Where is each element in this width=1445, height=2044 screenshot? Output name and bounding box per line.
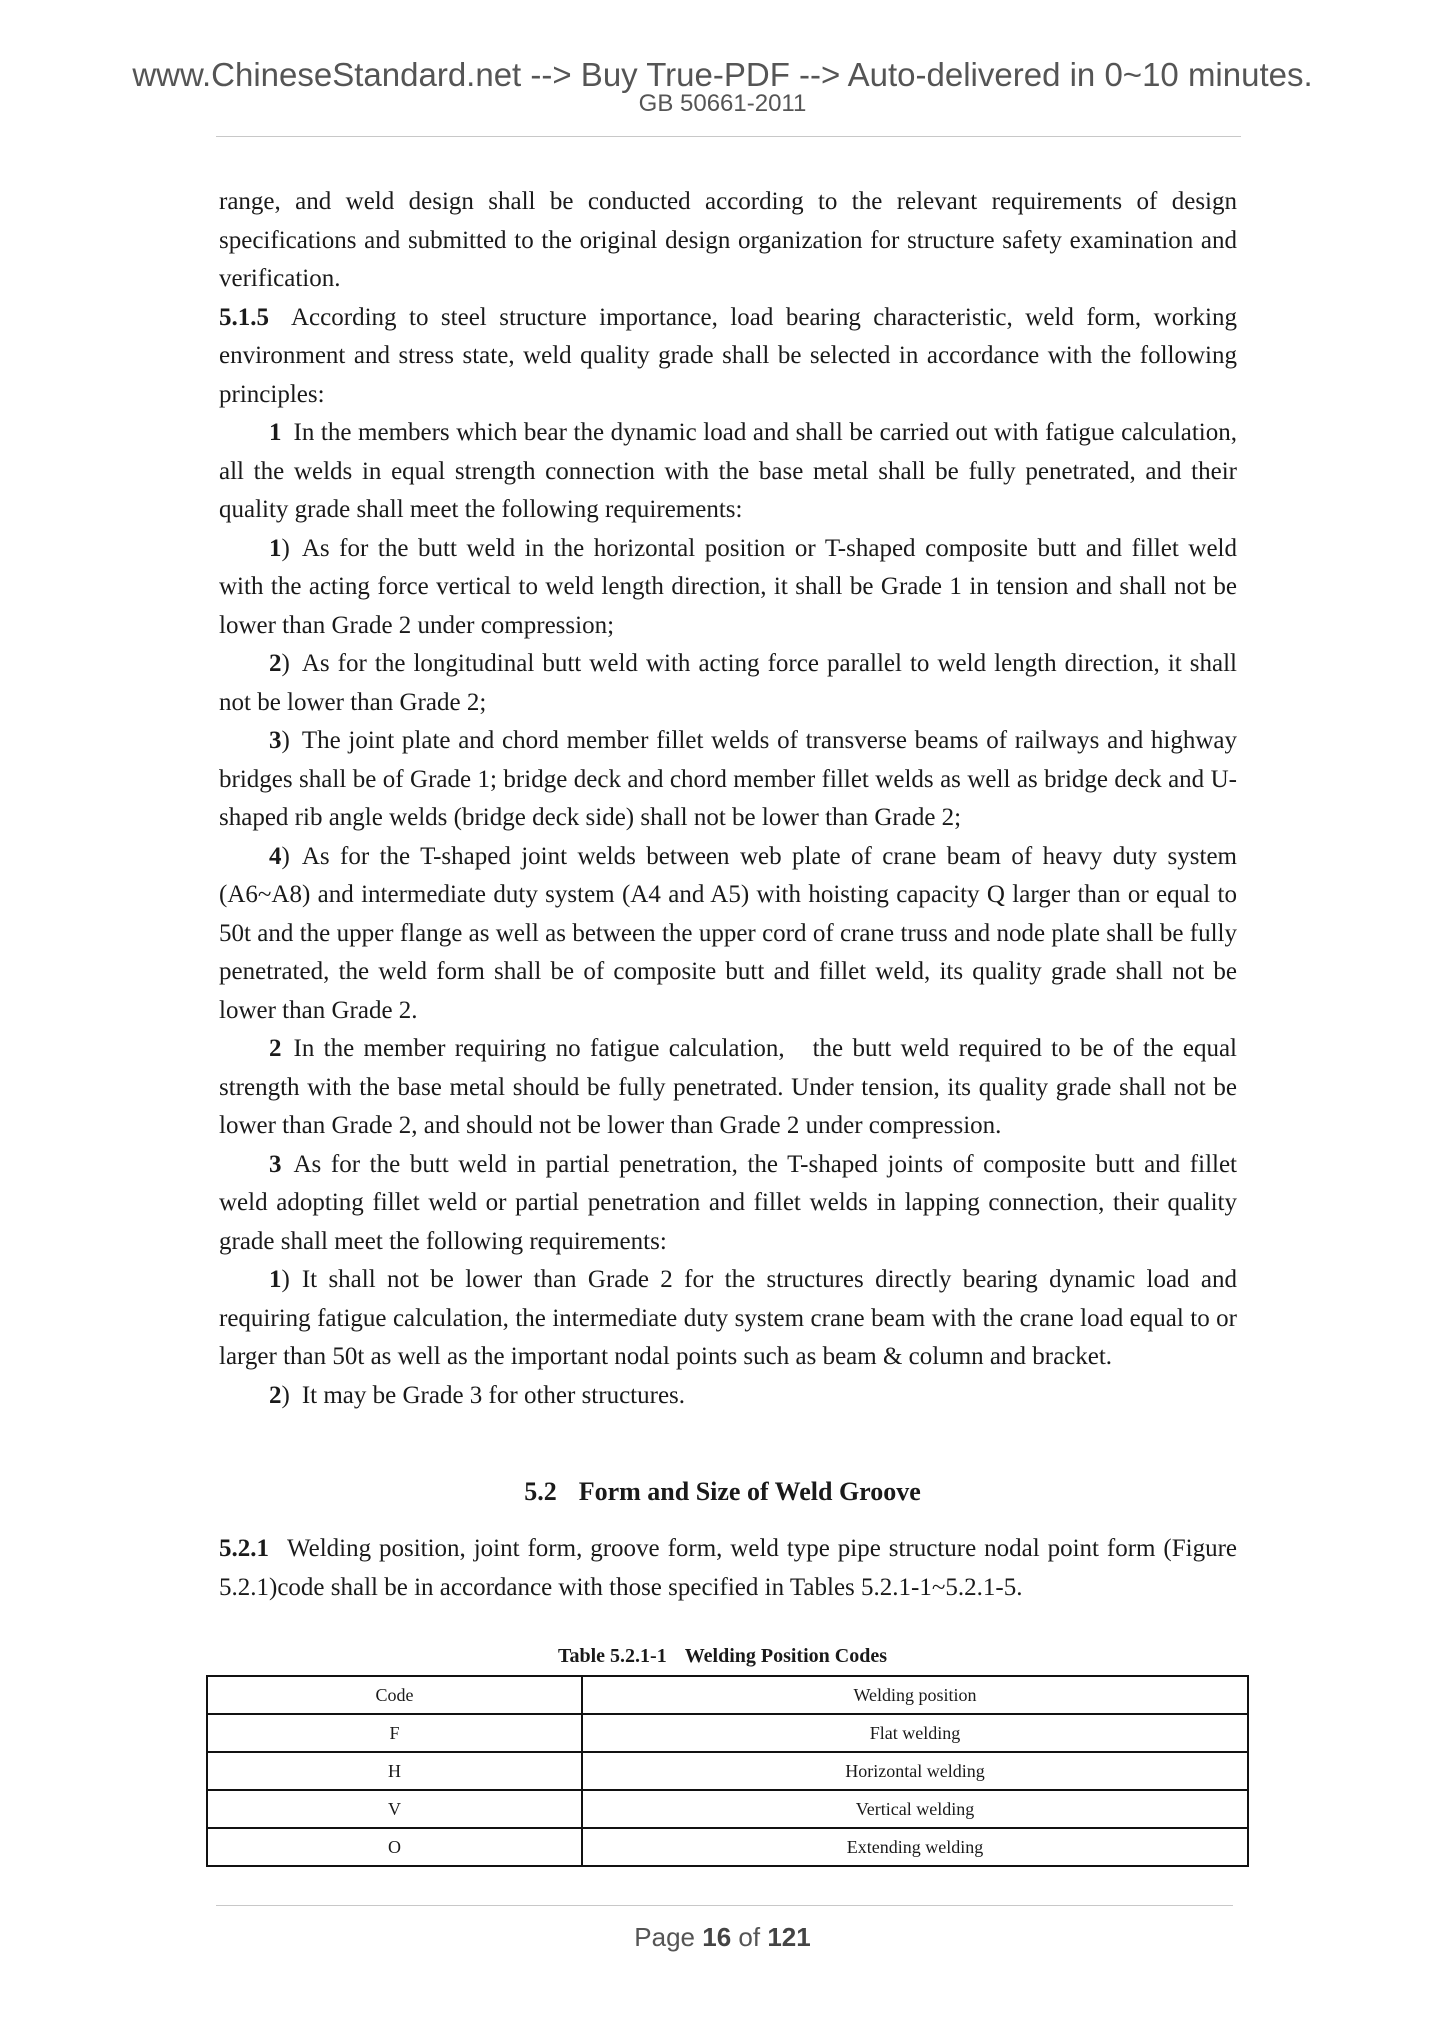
header-banner: www.ChineseStandard.net --> Buy True-PDF --> Auto-delivered in 0~10 minutes.	[132, 56, 1313, 93]
section-title: Form and Size of Weld Groove	[578, 1477, 921, 1506]
subitem-text: It may be Grade 3 for other structures.	[301, 1381, 686, 1409]
clause-number: 5.2.1	[219, 1535, 269, 1562]
section-heading	[0, 1473, 1445, 1511]
subitem-1-4: 4) As for the T-shaped joint welds between web plate of crane beam of heavy duty system (A6~A8) and intermediate duty system (A4 and A5) with hoisting capacity Q larger than or equal to 50t and the upper flange as well as between the upper cord of crane truss and node plate shall be fully penetrated, the weld form shall be of composite butt and fillet weld, its quality grade shall not be lower than Grade 2.	[219, 842, 1237, 1024]
paragraph-continuation: range, and weld design shall be conducted according to the relevant requirements of design specifications and submitted to the original design organization for structure safety examination and verification.	[219, 188, 1237, 292]
clause-text: According to steel structure importance, load bearing characteristic, weld form, working environment and stress state, weld quality grade shall be selected in accordance with the following principles:	[219, 303, 1237, 408]
table-cell-code: O	[207, 1828, 582, 1866]
subitem-number: 4	[269, 842, 282, 870]
clause-5-1-5	[219, 299, 1237, 415]
welding-position-codes-table	[206, 1675, 1249, 1867]
subitem-text: As for the butt weld in the horizontal position or T-shaped composite butt and fillet weld with the acting force vertical to weld length direction, it shall be Grade 1 in tension and shall not be lower than Grade 2 under compression;	[219, 534, 1237, 639]
body-text	[219, 183, 1244, 1415]
table-header-cell: Welding position	[582, 1676, 1248, 1714]
table-cell-position: Flat welding	[582, 1714, 1248, 1752]
page-total: 121	[767, 1922, 811, 1952]
section-number: 5.2	[524, 1477, 557, 1506]
subitem-number: 3	[269, 727, 282, 754]
subitem-3-1: 1) It shall not be lower than Grade 2 for the structures directly bearing dynamic load and requiring fatigue calculation, the intermediate duty system crane beam with the crane load equal to or larger than 50t as well as the important nodal points such as beam & column and bracket.	[219, 1266, 1237, 1370]
item-2	[219, 1030, 1244, 1146]
table-cell-code: V	[207, 1790, 582, 1828]
clause-text: Welding position, joint form, groove form, weld type pipe structure nodal point form (Figure 5.2.1)code shall be in accordance with those specified in Tables 5.2.1-1~5.2.1-5.	[219, 1535, 1237, 1601]
table-row	[207, 1752, 1248, 1790]
table-cell-position: Vertical welding	[582, 1790, 1248, 1828]
item-3	[219, 1146, 1237, 1262]
table-header-row	[207, 1676, 1248, 1714]
subitem-text: The joint plate and chord member fillet welds of transverse beams of railways and highway bridges shall be of Grade 1; bridge deck and chord member fillet welds as well as bridge deck and U-shaped rib angle welds (bridge deck side) shall not be lower than Grade 2;	[219, 727, 1237, 831]
table-cell-code: H	[207, 1752, 582, 1790]
clause-5-2-1	[219, 1530, 1237, 1607]
item-number: 3	[269, 1150, 282, 1178]
page-of: of	[738, 1922, 761, 1952]
subitem-1-1: 1) As for the butt weld in the horizontal position or T-shaped composite butt and fillet weld with the acting force vertical to weld length direction, it shall be Grade 1 in tension and shall not be lower than Grade 2 under compression;	[219, 534, 1237, 639]
body-text-section-5-2	[219, 1530, 1237, 1607]
subitem-number: 2	[269, 1381, 282, 1409]
table-row	[207, 1828, 1248, 1866]
table-caption	[0, 1642, 1445, 1670]
table-row	[207, 1714, 1248, 1752]
page-prefix: Page	[634, 1922, 696, 1952]
footer-divider	[216, 1905, 1233, 1906]
item-number: 1	[269, 419, 282, 446]
page-footer	[0, 1924, 1445, 1950]
item-text: As for the butt weld in partial penetration, the T-shaped joints of composite butt and fillet weld adopting fillet weld or partial penetration and fillet welds in lapping connection, their quality grade shall meet the following requirements:	[219, 1150, 1237, 1255]
header-divider	[216, 136, 1241, 137]
table-cell-position: Horizontal welding	[582, 1752, 1248, 1790]
subitem-number: 1	[269, 1266, 282, 1293]
subitem-text: As for the longitudinal butt weld with acting force parallel to weld length direction, it shall not be lower than Grade 2;	[219, 650, 1237, 716]
table-title: Welding Position Codes	[684, 1645, 887, 1667]
standard-code: GB 50661-2011	[638, 90, 807, 117]
item-text: In the members which bear the dynamic load and shall be carried out with fatigue calculation, all the welds in equal strength connection with the base metal shall be fully penetrated, and their quality grade shall meet the following requirements:	[219, 419, 1237, 523]
table-header-cell: Code	[207, 1676, 582, 1714]
subitem-number: 1	[269, 534, 282, 562]
subitem-number: 2	[269, 650, 282, 677]
subitem-1-2: 2) As for the longitudinal butt weld with acting force parallel to weld length direction, it shall not be lower than Grade 2;	[219, 650, 1237, 716]
subitem-text: It shall not be lower than Grade 2 for the structures directly bearing dynamic load and requiring fatigue calculation, the intermediate duty system crane beam with the crane load equal to or larger than 50t as well as the important nodal points such as beam & column and bracket.	[219, 1266, 1237, 1370]
item-number: 2	[269, 1035, 282, 1062]
subitem-text: As for the T-shaped joint welds between web plate of crane beam of heavy duty system (A6~A8) and intermediate duty system (A4 and A5) with hoisting capacity Q larger than or equal to 50t and the upper flange as well as between the upper cord of crane truss and node plate shall be fully penetrated, the weld form shall be of composite butt and fillet weld, its quality grade shall not be lower than Grade 2.	[219, 842, 1237, 1024]
table-cell-position: Extending welding	[582, 1828, 1248, 1866]
subitem-1-3: 3) The joint plate and chord member fillet welds of transverse beams of railways and highway bridges shall be of Grade 1; bridge deck and chord member fillet welds as well as bridge deck and U-shaped rib angle welds (bridge deck side) shall not be lower than Grade 2;	[219, 727, 1237, 831]
clause-number: 5.1.5	[219, 303, 269, 331]
table-cell-code: F	[207, 1714, 582, 1752]
item-1	[219, 414, 1237, 530]
subitem-3-2: 2) It may be Grade 3 for other structures.	[269, 1381, 686, 1409]
table-number: Table 5.2.1-1	[558, 1645, 667, 1667]
item-text: In the member requiring no fatigue calculation, the butt weld required to be of the equal strength with the base metal should be fully penetrated. Under tension, its quality grade shall not be lower than Grade 2, and should not be lower than Grade 2 under compression.	[219, 1035, 1244, 1139]
page-number: 16	[702, 1922, 732, 1952]
table-row	[207, 1790, 1248, 1828]
